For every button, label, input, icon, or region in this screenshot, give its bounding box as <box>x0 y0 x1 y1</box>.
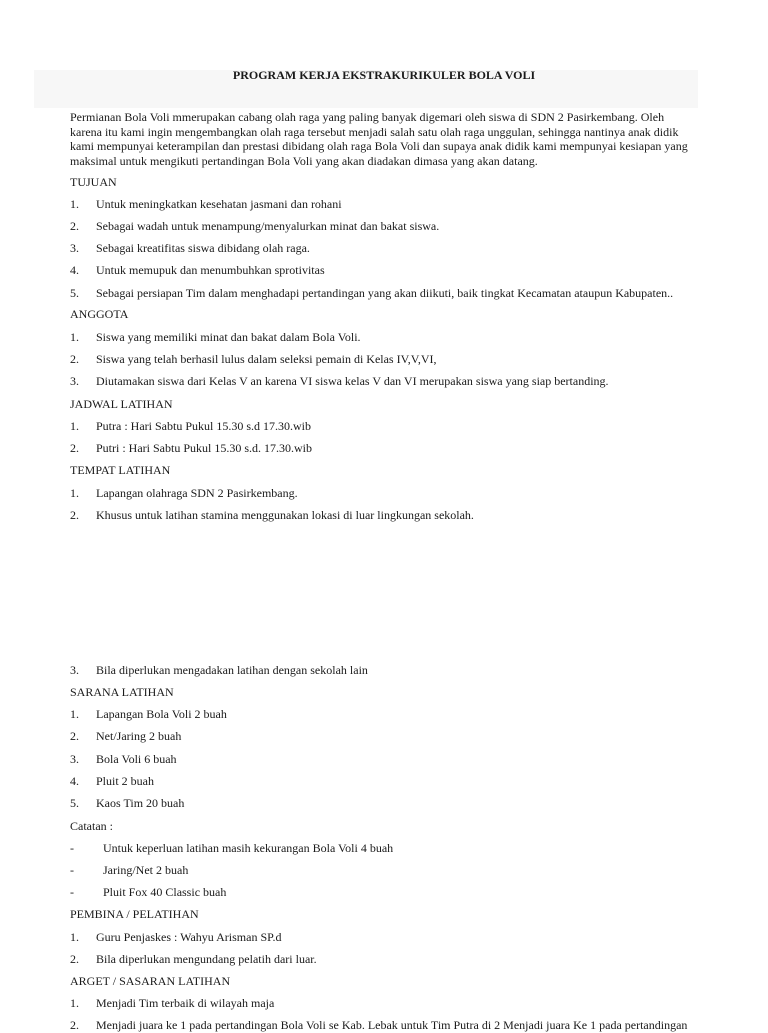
list-number: 5. <box>70 796 79 810</box>
list-number: 1. <box>70 707 79 721</box>
section-heading-tempat: TEMPAT LATIHAN <box>70 463 171 477</box>
list-item: Diutamakan siswa dari Kelas V an karena VI siswa kelas V dan VI merupakan siswa yang siap bertanding. <box>96 374 609 388</box>
list-item: Khusus untuk latihan stamina menggunakan lokasi di luar lingkungan sekolah. <box>96 508 474 522</box>
list-dash: - <box>70 863 74 877</box>
list-item: Lapangan olahraga SDN 2 Pasirkembang. <box>96 486 298 500</box>
list-item: Untuk meningkatkan kesehatan jasmani dan rohani <box>96 197 342 211</box>
list-item: Sebagai persiapan Tim dalam menghadapi pertandingan yang akan diikuti, baik tingkat Kecamatan ataupun Kabupaten.. <box>96 286 674 300</box>
section-heading-sarana: SARANA LATIHAN <box>70 685 174 699</box>
list-number: 2. <box>70 508 79 522</box>
list-number: 1. <box>70 419 79 433</box>
list-item: Putri : Hari Sabtu Pukul 15.30 s.d. 17.30.wib <box>96 441 313 455</box>
list-number: 2. <box>70 352 79 366</box>
list-item: Siswa yang telah berhasil lulus dalam seleksi pemain di Kelas IV,V,VI, <box>96 352 437 366</box>
list-item: Untuk keperluan latihan masih kekurangan Bola Voli 4 buah <box>103 841 394 855</box>
list-number: 3. <box>70 374 79 388</box>
section-heading-target: ARGET / SASARAN LATIHAN <box>70 974 231 988</box>
list-dash: - <box>70 885 74 899</box>
list-item: Guru Penjaskes : Wahyu Arisman SP.d <box>96 930 282 944</box>
list-number: 2. <box>70 219 79 233</box>
intro-paragraph: Permianan Bola Voli mmerupakan cabang olah raga yang paling banyak digemari oleh siswa di SDN 2 Pasirkembang. Oleh karena itu kami ingin mengembangkan olah raga tersebut menjadi salah satu olah raga unggulan, sehingga nantinya anak didik kami mempunyai keterampilan dan prestasi dibidang olah raga Bola Voli dan supaya anak didik kami mempunyai kesiapan yang maksimal untuk mengikuti pertandingan Bola Voli yang akan diadakan dimasa yang akan datang. <box>70 110 688 168</box>
list-number: 3. <box>70 241 79 255</box>
list-item: Siswa yang memiliki minat dan bakat dalam Bola Voli. <box>96 330 361 344</box>
list-item: Pluit Fox 40 Classic buah <box>103 885 227 899</box>
list-number: 1. <box>70 197 79 211</box>
list-number: 1. <box>70 930 79 944</box>
list-dash: - <box>70 841 74 855</box>
list-item: Sebagai kreatifitas siswa dibidang olah raga. <box>96 241 310 255</box>
list-item: Menjadi Tim terbaik di wilayah maja <box>96 996 275 1010</box>
list-item: Bila diperlukan mengundang pelatih dari luar. <box>96 952 317 966</box>
list-item: Pluit 2 buah <box>96 774 155 788</box>
list-item: Jaring/Net 2 buah <box>103 863 189 877</box>
list-item: Kaos Tim 20 buah <box>96 796 185 810</box>
section-heading-catatan: Catatan : <box>70 819 113 833</box>
list-item: Menjadi juara ke 1 pada pertandingan Bola Voli se Kab. Lebak untuk Tim Putra di 2 Menjadi juara Ke 1 pada pertandingan <box>96 1018 688 1032</box>
section-heading-anggota: ANGGOTA <box>70 307 129 321</box>
section-heading-pembina: PEMBINA / PELATIHAN <box>70 907 199 921</box>
list-number: 3. <box>70 752 79 766</box>
list-number: 1. <box>70 996 79 1010</box>
list-item: Lapangan Bola Voli 2 buah <box>96 707 227 721</box>
list-number: 5. <box>70 286 79 300</box>
list-number: 2. <box>70 1018 79 1032</box>
list-number: 1. <box>70 330 79 344</box>
list-number: 4. <box>70 263 79 277</box>
list-number: 3. <box>70 663 79 677</box>
section-heading-tujuan: TUJUAN <box>70 175 117 189</box>
list-item: Putra : Hari Sabtu Pukul 15.30 s.d 17.30.wib <box>96 419 311 433</box>
list-item: Bila diperlukan mengadakan latihan dengan sekolah lain <box>96 663 368 677</box>
list-item: Net/Jaring 2 buah <box>96 729 182 743</box>
list-number: 2. <box>70 729 79 743</box>
list-number: 4. <box>70 774 79 788</box>
list-number: 1. <box>70 486 79 500</box>
list-item: Bola Voli 6 buah <box>96 752 177 766</box>
document-title: PROGRAM KERJA EKSTRAKURIKULER BOLA VOLI <box>232 68 536 82</box>
list-item: Untuk memupuk dan menumbuhkan sprotivitas <box>96 263 325 277</box>
list-number: 2. <box>70 441 79 455</box>
list-item: Sebagai wadah untuk menampung/menyalurkan minat dan bakat siswa. <box>96 219 440 233</box>
section-heading-jadwal: JADWAL LATIHAN <box>70 397 173 411</box>
list-number: 2. <box>70 952 79 966</box>
